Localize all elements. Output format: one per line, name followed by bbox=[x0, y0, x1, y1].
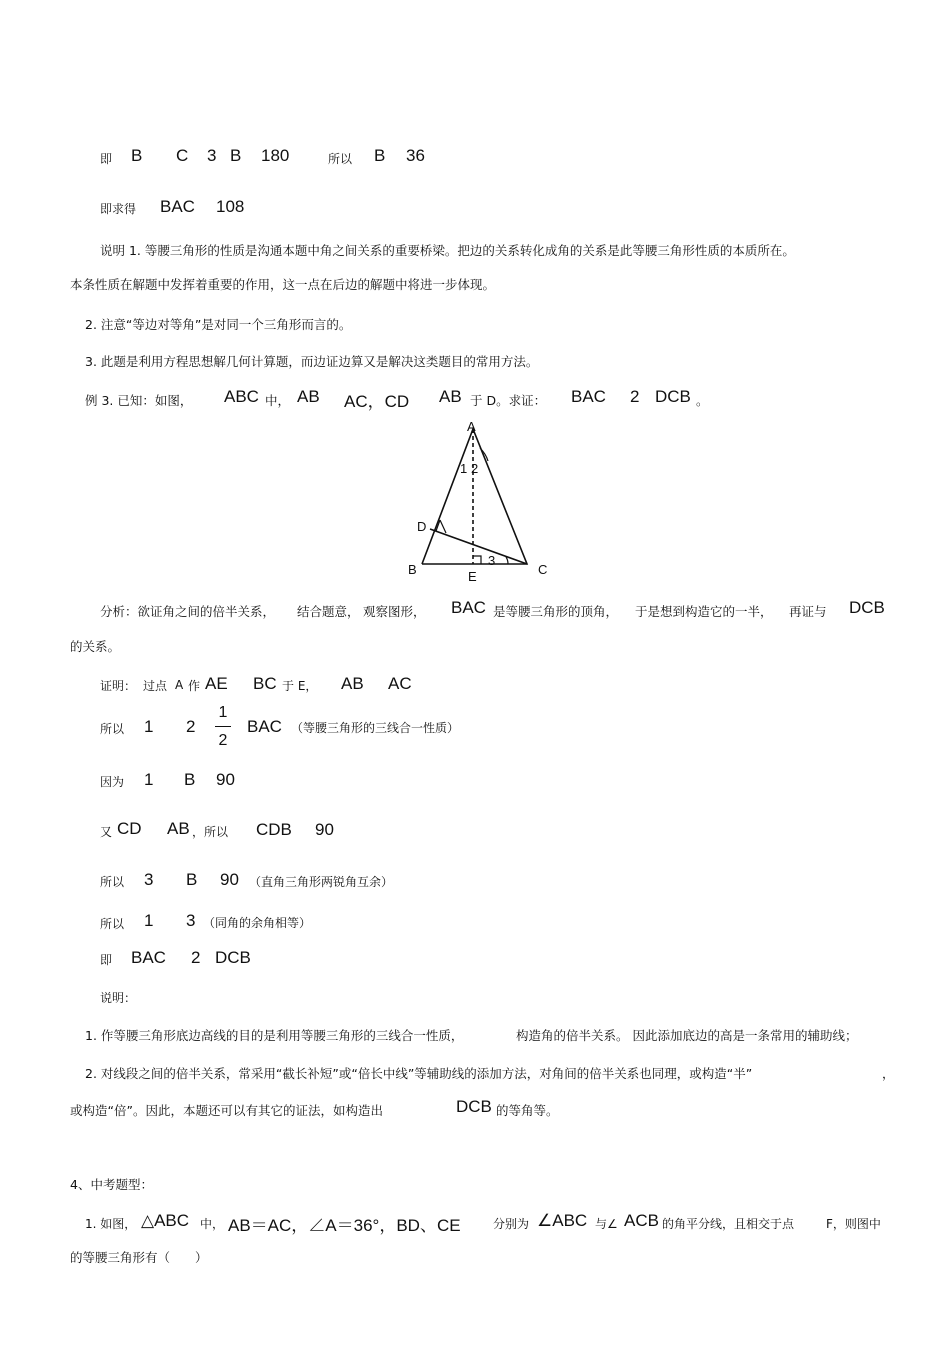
math-36: 36 bbox=[406, 146, 425, 165]
proof-label: 证明： bbox=[100, 679, 137, 693]
text-jiqiude: 即求得 bbox=[100, 202, 137, 216]
q1-g: 与∠ bbox=[595, 1217, 618, 1231]
expl-2comma: ， bbox=[882, 1066, 895, 1081]
expl-2b: 或构造“倍”。因此，本题还可以有其它的证法，如构造出 bbox=[70, 1103, 383, 1118]
q1-c: 中， bbox=[200, 1217, 225, 1231]
ex3-period: 。 bbox=[696, 393, 709, 408]
math-180: 180 bbox=[261, 146, 290, 165]
label-2: 2 bbox=[471, 461, 479, 476]
proof-ae: AE bbox=[205, 674, 228, 693]
right-angle-e bbox=[473, 556, 481, 564]
label-d: D bbox=[417, 519, 427, 534]
fraction-bar bbox=[215, 726, 231, 727]
math-bac: BAC bbox=[160, 197, 195, 216]
segment-cd bbox=[430, 529, 527, 564]
p4-you: 又 bbox=[100, 825, 113, 839]
expl-2c: DCB bbox=[456, 1097, 492, 1116]
ex3-ab2: AB bbox=[439, 387, 462, 406]
p2-frac-num: 1 bbox=[218, 704, 228, 721]
expl-1a: 1. 作等腰三角形底边高线的目的是利用等腰三角形的三线合一性质， bbox=[85, 1028, 464, 1043]
ex3-2: 2 bbox=[630, 387, 640, 406]
ex3-bac: BAC bbox=[571, 387, 606, 406]
p7-bac: BAC bbox=[131, 948, 166, 967]
p6-3: 3 bbox=[186, 911, 196, 930]
ex3-zhong: 中， bbox=[265, 393, 291, 408]
p5-3: 3 bbox=[144, 870, 154, 889]
math-b3: B bbox=[374, 146, 386, 165]
q1-a: 1. 如图， bbox=[85, 1217, 137, 1231]
p3-b: B bbox=[184, 770, 196, 789]
p5-90: 90 bbox=[220, 870, 239, 889]
proof-bc: BC bbox=[253, 674, 277, 693]
p6-suoyi: 所以 bbox=[100, 917, 125, 931]
section-4-title: 4、中考题型： bbox=[70, 1177, 153, 1192]
proof-ab: AB bbox=[341, 674, 364, 693]
q1-k: 的等腰三角形有（ ） bbox=[70, 1250, 208, 1265]
math-b2: B bbox=[230, 146, 242, 165]
proof-a: A bbox=[175, 678, 184, 692]
analysis-b: 结合题意， bbox=[297, 604, 360, 619]
p2-bac: BAC bbox=[247, 717, 282, 736]
analysis-c: 观察图形， bbox=[363, 604, 426, 619]
p4-90: 90 bbox=[315, 820, 334, 839]
expl-1b: 构造角的倍半关系。 因此添加底边的高是一条常用的辅助线； bbox=[516, 1028, 858, 1043]
p4-ab: AB bbox=[167, 819, 190, 838]
p7-2: 2 bbox=[191, 948, 201, 967]
label-3: 3 bbox=[488, 553, 496, 568]
p4-cd: CD bbox=[117, 819, 142, 838]
analysis-e: 是等腰三角形的顶角， bbox=[493, 604, 619, 619]
math-c: C bbox=[176, 146, 189, 165]
analysis-dcb: DCB bbox=[849, 598, 885, 617]
triangle-abc bbox=[422, 429, 527, 564]
p7-ji: 即 bbox=[100, 953, 113, 967]
math-3: 3 bbox=[207, 146, 217, 165]
triangle-figure bbox=[400, 414, 560, 586]
math-b: B bbox=[131, 146, 143, 165]
ex3-intro: 例 3. 已知：如图， bbox=[85, 393, 193, 408]
q1-acb: ACB bbox=[624, 1211, 659, 1230]
label-e: E bbox=[468, 569, 477, 584]
analysis-i: 的关系。 bbox=[70, 639, 121, 654]
math-108: 108 bbox=[216, 197, 245, 216]
p7-dcb: DCB bbox=[215, 948, 251, 967]
right-angle-d2 bbox=[440, 520, 446, 533]
p5-note: （直角三角形两锐角互余） bbox=[249, 875, 394, 889]
analysis-f: 于是想到构造它的一半， bbox=[635, 604, 773, 619]
expl-title: 说明： bbox=[100, 991, 137, 1005]
analysis-g: 再证与 bbox=[789, 604, 827, 619]
text-ji: 即 bbox=[100, 152, 113, 166]
analysis-bac: BAC bbox=[451, 598, 486, 617]
proof-yue: 于 E， bbox=[282, 679, 318, 693]
expl-2d: 的等角等。 bbox=[496, 1103, 559, 1118]
angle-arc-c bbox=[506, 557, 508, 564]
note-1b: 本条性质在解题中发挥着重要的作用，这一点在后边的解题中将进一步体现。 bbox=[70, 277, 496, 292]
p6-note: （同角的余角相等） bbox=[203, 916, 312, 930]
proof-ac: AC bbox=[388, 674, 412, 693]
q1-triangle: △ABC bbox=[141, 1211, 190, 1230]
q1-abc: ∠ABC bbox=[537, 1211, 588, 1230]
text-suoyi: 所以 bbox=[328, 152, 353, 166]
ex3-ab: AB bbox=[297, 387, 320, 406]
p2-suoyi: 所以 bbox=[100, 722, 125, 736]
q1-i: 的角平分线，且相交于点 bbox=[662, 1217, 795, 1231]
p2-frac-den: 2 bbox=[218, 732, 228, 749]
q1-j: F，则图中 bbox=[826, 1217, 881, 1231]
q1-e: 分别为 bbox=[493, 1217, 530, 1231]
p2-1: 1 bbox=[144, 717, 154, 736]
proof-guodian: 过点 bbox=[143, 679, 168, 693]
label-1: 1 bbox=[460, 461, 468, 476]
ex3-dcb: DCB bbox=[655, 387, 691, 406]
note-1a: 说明 1. 等腰三角形的性质是沟通本题中角之间关系的重要桥梁。把边的关系转化成角的关系是此等腰三角形性质的本质所在。 bbox=[100, 243, 795, 258]
p3-1: 1 bbox=[144, 770, 154, 789]
p4-cdb: CDB bbox=[256, 820, 292, 839]
note-3: 3. 此题是利用方程思想解几何计算题，而边证边算又是解决这类题目的常用方法。 bbox=[85, 354, 539, 369]
ex3-abc: ABC bbox=[224, 387, 259, 406]
p5-b: B bbox=[186, 870, 198, 889]
p6-1: 1 bbox=[144, 911, 154, 930]
label-a: A bbox=[467, 419, 476, 434]
label-b: B bbox=[408, 562, 417, 577]
ex3-yud: 于 D。求证： bbox=[470, 393, 547, 408]
analysis-a: 分析：欲证角之间的倍半关系， bbox=[100, 604, 276, 619]
ex3-ac-cd: AC，CD bbox=[344, 392, 410, 411]
p3-90: 90 bbox=[216, 770, 235, 789]
note-2: 2. 注意“等边对等角”是对同一个三角形而言的。 bbox=[85, 317, 352, 332]
p2-2: 2 bbox=[186, 717, 196, 736]
p5-suoyi: 所以 bbox=[100, 875, 125, 889]
q1-d: AB＝AC，∠A＝36°，BD、CE bbox=[228, 1216, 461, 1235]
label-c: C bbox=[538, 562, 548, 577]
p4-suoyi: ，所以 bbox=[192, 825, 229, 839]
p3-yinwei: 因为 bbox=[100, 775, 125, 789]
proof-zuo: 作 bbox=[188, 679, 201, 693]
expl-2a: 2. 对线段之间的倍半关系，常采用“截长补短”或“倍长中线”等辅助线的添加方法，对角间的倍半关系也同理，或构造“半” bbox=[85, 1066, 753, 1081]
p2-note: （等腰三角形的三线合一性质） bbox=[291, 721, 460, 735]
